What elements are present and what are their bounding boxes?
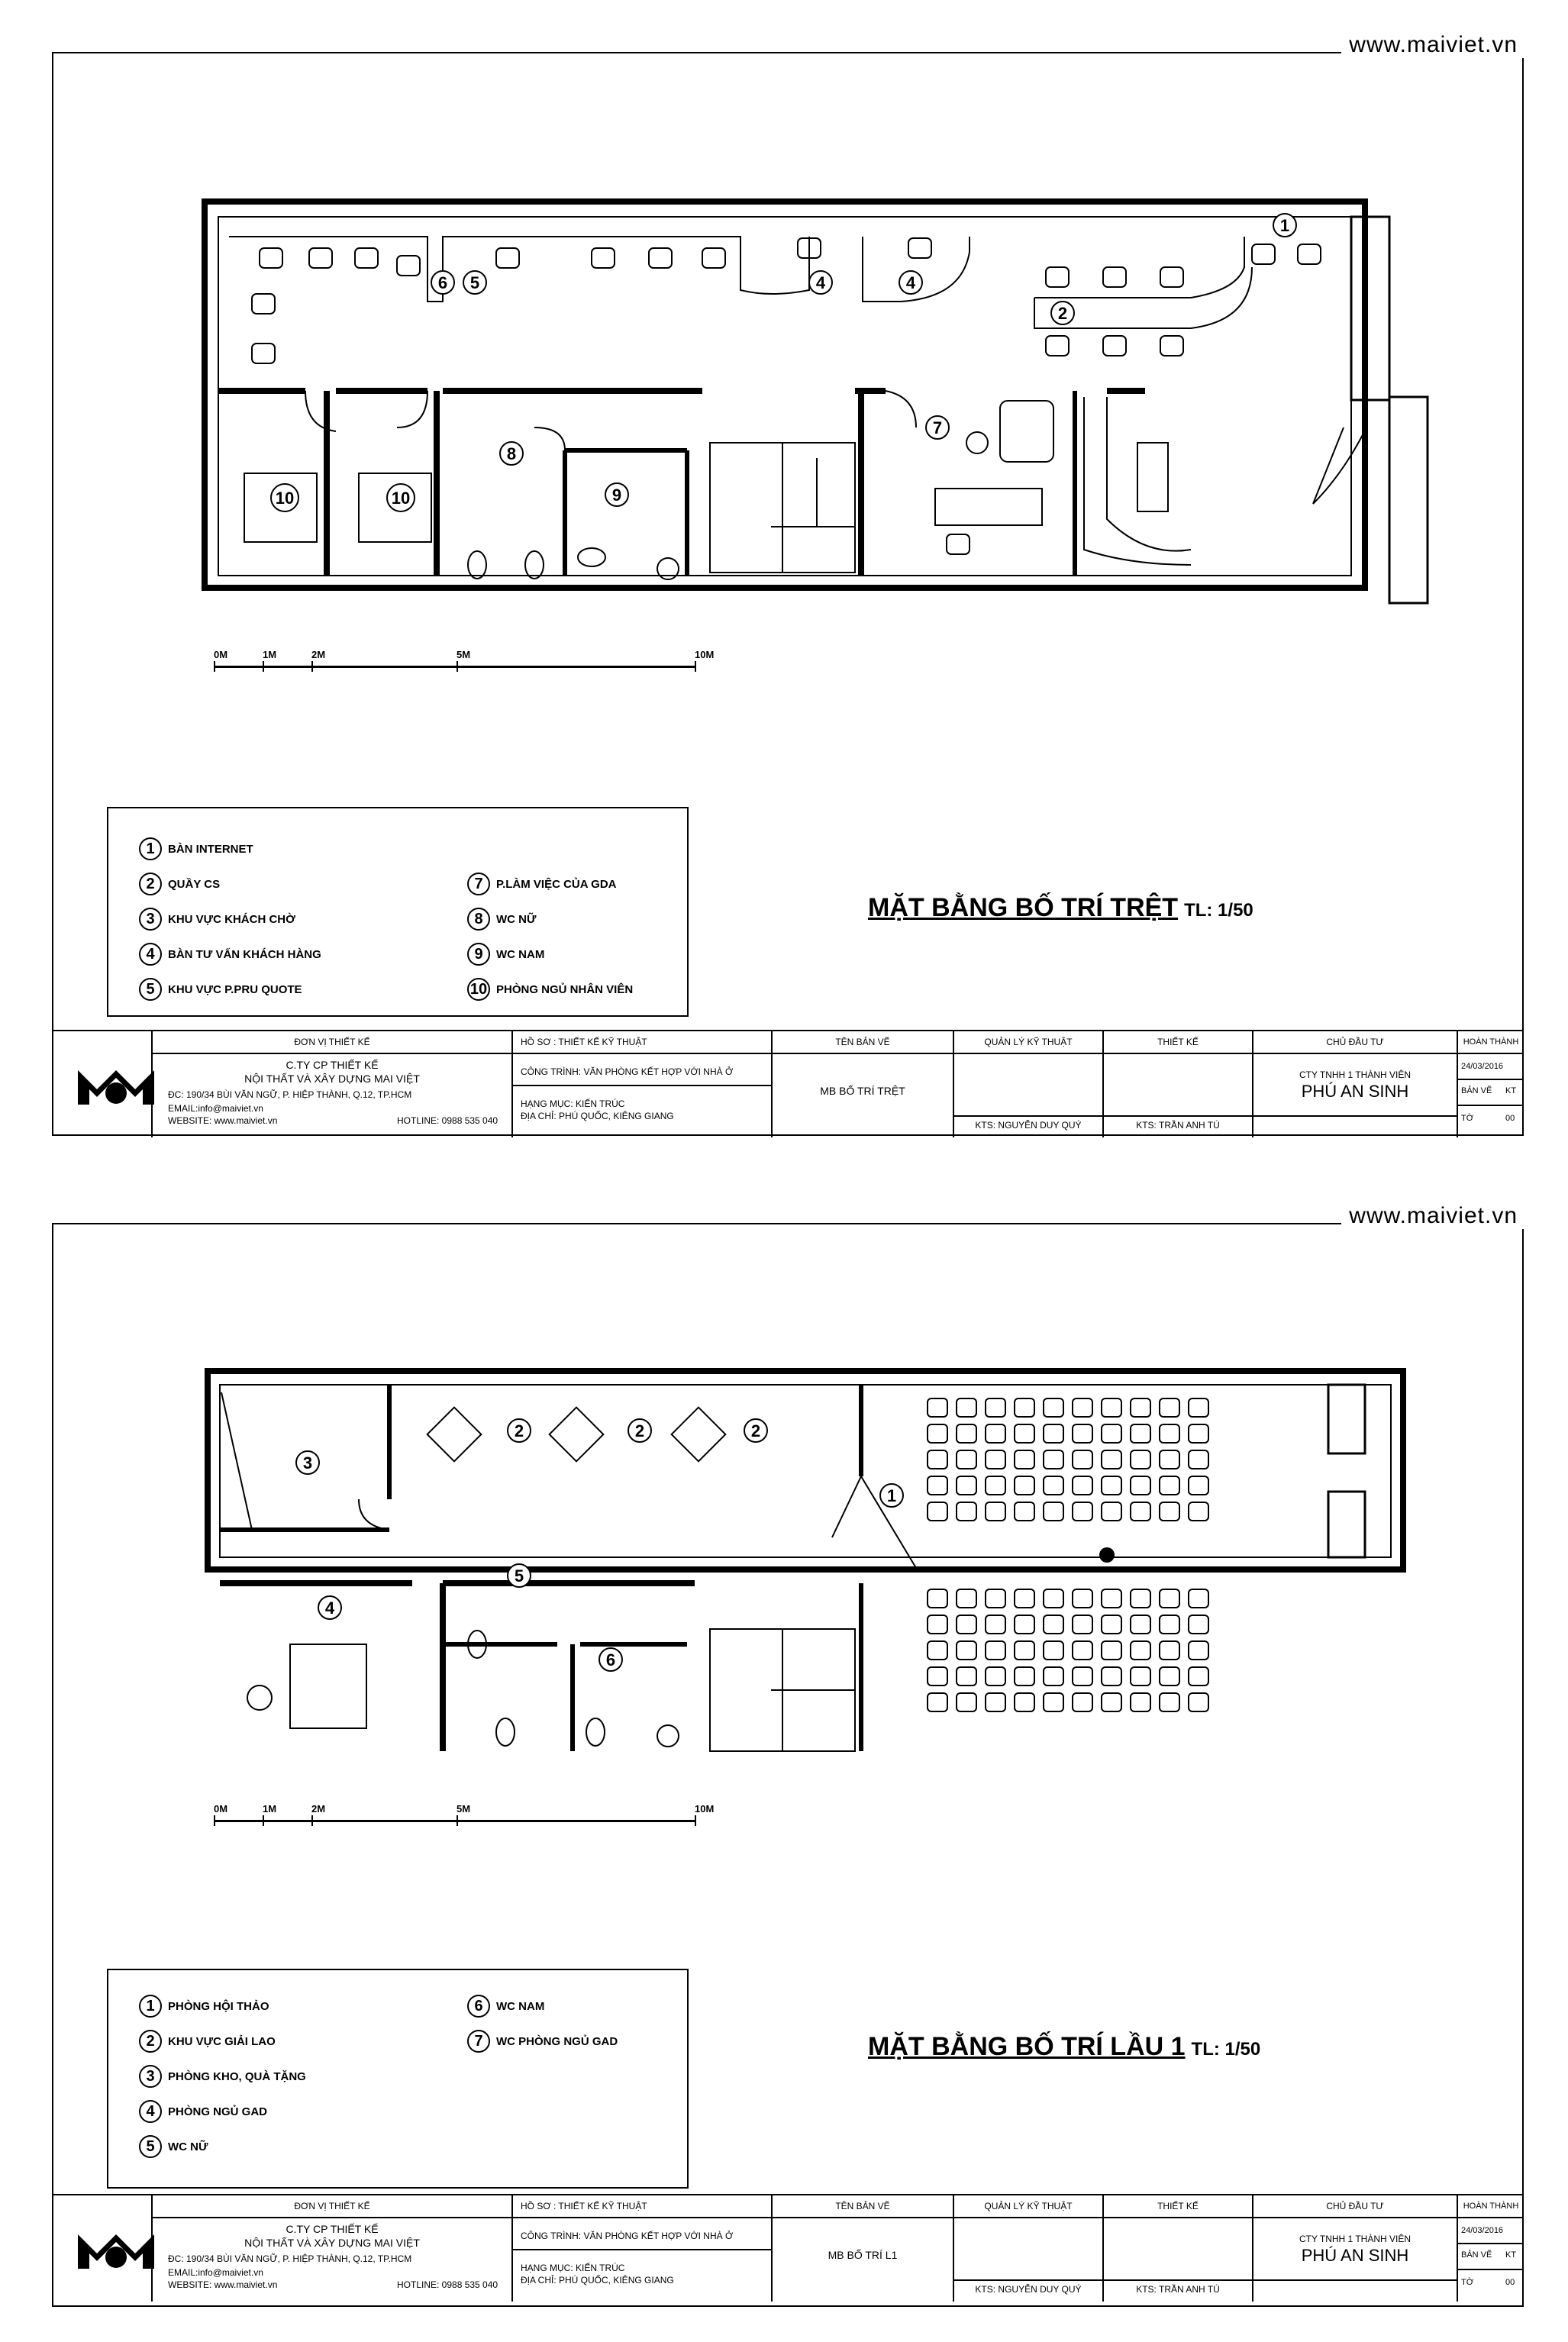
conference-chair xyxy=(1102,1693,1121,1711)
svg-text:4: 4 xyxy=(324,1598,335,1618)
conference-chair xyxy=(928,1641,947,1660)
svg-text:7: 7 xyxy=(932,418,943,437)
legend xyxy=(107,1969,689,2189)
conference-chair xyxy=(1015,1641,1034,1660)
conference-chair xyxy=(1189,1589,1208,1608)
drawing-sheet-first-floor xyxy=(0,1171,1568,2342)
conference-chair xyxy=(1160,1589,1179,1608)
conference-chair xyxy=(1131,1693,1150,1711)
conference-chair xyxy=(1102,1615,1121,1634)
conference-chair xyxy=(1044,1693,1063,1711)
conference-chair xyxy=(957,1589,976,1608)
scale-bar: 0M 1M 2M 5M 10M xyxy=(206,1803,710,1834)
legend-item: 3 KHU VỰC KHÁCH CHỜ xyxy=(139,908,295,931)
conference-chair xyxy=(928,1450,947,1469)
svg-text:1: 1 xyxy=(1279,216,1290,235)
conference-chair xyxy=(986,1424,1005,1443)
legend-item: 7 P.LÀM VIỆC CỦA GDA xyxy=(467,873,617,895)
conference-chair xyxy=(1131,1615,1150,1634)
conference-chair xyxy=(1131,1424,1150,1443)
company-logo xyxy=(70,1059,162,1120)
svg-text:10: 10 xyxy=(391,489,411,508)
conference-chair xyxy=(1160,1398,1179,1417)
svg-text:6: 6 xyxy=(437,273,448,292)
conference-chair xyxy=(986,1589,1005,1608)
conference-chair xyxy=(1189,1450,1208,1469)
conference-chair xyxy=(1131,1398,1150,1417)
conference-chair xyxy=(957,1424,976,1443)
conference-chair xyxy=(1073,1450,1092,1469)
conference-chair xyxy=(986,1502,1005,1521)
legend-item: 4 PHÒNG NGỦ GAD xyxy=(139,2100,267,2123)
conference-chair xyxy=(1015,1476,1034,1495)
conference-chair xyxy=(1131,1476,1150,1495)
svg-text:1: 1 xyxy=(886,1486,897,1505)
conference-chair xyxy=(1073,1615,1092,1634)
svg-text:2: 2 xyxy=(1057,304,1068,323)
conference-chair xyxy=(1015,1502,1034,1521)
conference-chair xyxy=(1073,1693,1092,1711)
svg-text:5: 5 xyxy=(514,1566,524,1586)
legend-item: 2 QUẦY CS xyxy=(139,873,220,895)
legend-item: 7 WC PHÒNG NGỦ GAD xyxy=(467,2030,618,2053)
conference-chair xyxy=(1189,1398,1208,1417)
conference-chair xyxy=(1102,1589,1121,1608)
svg-text:9: 9 xyxy=(611,485,622,505)
conference-chair xyxy=(1073,1589,1092,1608)
conference-chair xyxy=(928,1667,947,1686)
legend-item: 1 BÀN INTERNET xyxy=(139,837,253,860)
conference-chair xyxy=(928,1424,947,1443)
conference-chair xyxy=(1073,1398,1092,1417)
conference-chair xyxy=(1073,1424,1092,1443)
conference-chair xyxy=(986,1693,1005,1711)
conference-chair xyxy=(957,1641,976,1660)
conference-chairs xyxy=(928,1398,1208,1711)
sheet-title: MẶT BẰNG BỐ TRÍ LẦU 1 TL: 1/50 xyxy=(868,2032,1261,2061)
conference-chair xyxy=(1160,1693,1179,1711)
svg-text:2: 2 xyxy=(634,1421,645,1440)
legend-item: 8 WC NỮ xyxy=(467,908,536,931)
conference-chair xyxy=(1015,1667,1034,1686)
conference-chair xyxy=(1131,1589,1150,1608)
conference-chair xyxy=(1044,1424,1063,1443)
conference-chair xyxy=(1131,1450,1150,1469)
svg-text:8: 8 xyxy=(506,444,517,463)
conference-chair xyxy=(1073,1476,1092,1495)
conference-chair xyxy=(1073,1502,1092,1521)
conference-chair xyxy=(928,1398,947,1417)
conference-chair xyxy=(1160,1450,1179,1469)
conference-chair xyxy=(1015,1693,1034,1711)
conference-chair xyxy=(1015,1424,1034,1443)
conference-chair xyxy=(1044,1589,1063,1608)
website-label: www.maiviet.vn xyxy=(1341,32,1525,58)
conference-chair xyxy=(1044,1502,1063,1521)
conference-chair xyxy=(1044,1450,1063,1469)
conference-chair xyxy=(1131,1641,1150,1660)
conference-chair xyxy=(957,1398,976,1417)
conference-chair xyxy=(1189,1615,1208,1634)
conference-chair xyxy=(986,1641,1005,1660)
legend-item: 5 WC NỮ xyxy=(139,2135,208,2158)
conference-chair xyxy=(1160,1502,1179,1521)
conference-chair xyxy=(1102,1641,1121,1660)
conference-chair xyxy=(1015,1398,1034,1417)
svg-text:4: 4 xyxy=(905,273,916,292)
svg-text:2: 2 xyxy=(514,1421,524,1440)
break-tables xyxy=(427,1408,726,1462)
conference-chair xyxy=(1015,1615,1034,1634)
conference-chair xyxy=(1102,1398,1121,1417)
conference-chair xyxy=(1189,1667,1208,1686)
title-block: ĐƠN VỊ THIẾT KẾ C.TY CP THIẾT KẾ NỘI THẤT VÀ XÂY DỰNG MAI VIỆT ĐC: 190/34 BÙI VĂN NGỮ, P. HIỆP THÀNH, Q.12, TP.HCM EMAIL:info@maiviet.vn WEBSITE: www.maiviet.vn HOTLINE: 0988 535 040 HỒ SƠ : THIẾT KẾ KỸ THUẬT CÔNG TRÌNH: VĂN PHÒNG KẾT HỢP VỚI NHÀ Ở HẠNG MỤC: KIẾN TRÚC ĐỊA CHỈ: PHÚ QUỐC, KIÊNG GIANG TÊN BẢN VẼ MB BỐ TRÍ TRỆT QUẢN LÝ KỸ THUẬT KTS: NGUYỄN DUY QUÝ THIẾT KẾ KTS: TRẦN ANH TÚ CHỦ ĐẦU TƯ CTY TNHH 1 THÀNH VIÊN PHÚ AN SINH HOÀN THÀNH 24/03/2016 BẢN VẼ KT TỜ 00 xyxy=(52,1030,1524,1136)
title-block: ĐƠN VỊ THIẾT KẾ C.TY CP THIẾT KẾ NỘI THẤT VÀ XÂY DỰNG MAI VIỆT ĐC: 190/34 BÙI VĂN NGỮ, P. HIỆP THÀNH, Q.12, TP.HCM EMAIL:info@maiviet.vn WEBSITE: www.maiviet.vn HOTLINE: 0988 535 040 HỒ SƠ : THIẾT KẾ KỸ THUẬT CÔNG TRÌNH: VĂN PHÒNG KẾT HỢP VỚI NHÀ Ở HẠNG MỤC: KIẾN TRÚC ĐỊA CHỈ: PHÚ QUỐC, KIÊNG GIANG TÊN BẢN VẼ MB BỐ TRÍ L1 QUẢN LÝ KỸ THUẬT KTS: NGUYỄN DUY QUÝ THIẾT KẾ KTS: TRẦN ANH TÚ CHỦ ĐẦU TƯ CTY TNHH 1 THÀNH VIÊN PHÚ AN SINH HOÀN THÀNH 24/03/2016 BẢN VẼ KT TỜ 00 xyxy=(52,2194,1524,2307)
outer-wall xyxy=(208,1371,1403,1569)
conference-chair xyxy=(957,1693,976,1711)
chairs xyxy=(252,238,1321,554)
svg-text:4: 4 xyxy=(815,273,826,292)
conference-chair xyxy=(986,1476,1005,1495)
conference-chair xyxy=(1189,1476,1208,1495)
conference-chair xyxy=(1102,1667,1121,1686)
legend-item: 3 PHÒNG KHO, QUÀ TẶNG xyxy=(139,2065,306,2088)
conference-chair xyxy=(1160,1615,1179,1634)
website-label: www.maiviet.vn xyxy=(1341,1203,1525,1229)
conference-chair xyxy=(986,1615,1005,1634)
conference-chair xyxy=(1160,1641,1179,1660)
conference-chair xyxy=(1189,1641,1208,1660)
conference-chair xyxy=(1102,1476,1121,1495)
conference-chair xyxy=(1189,1693,1208,1711)
conference-chair xyxy=(957,1615,976,1634)
conference-chair xyxy=(986,1398,1005,1417)
conference-chair xyxy=(1189,1424,1208,1443)
svg-text:6: 6 xyxy=(605,1650,616,1669)
conference-chair xyxy=(1160,1424,1179,1443)
legend-item: 4 BÀN TƯ VẤN KHÁCH HÀNG xyxy=(139,943,321,966)
conference-chair xyxy=(928,1615,947,1634)
conference-chair xyxy=(986,1667,1005,1686)
conference-chair xyxy=(957,1502,976,1521)
conference-chair xyxy=(957,1667,976,1686)
conference-chair xyxy=(1044,1615,1063,1634)
svg-text:3: 3 xyxy=(302,1453,313,1473)
legend-item: 5 KHU VỰC P.PRU QUOTE xyxy=(139,978,302,1001)
conference-chair xyxy=(1015,1589,1034,1608)
conference-chair xyxy=(1044,1641,1063,1660)
conference-chair xyxy=(1015,1450,1034,1469)
legend-item: 1 PHÒNG HỘI THẢO xyxy=(139,1995,269,2018)
conference-chair xyxy=(986,1450,1005,1469)
conference-chair xyxy=(1102,1450,1121,1469)
conference-chair xyxy=(928,1693,947,1711)
conference-chair xyxy=(1160,1476,1179,1495)
sheet-title: MẶT BẰNG BỐ TRÍ TRỆT TL: 1/50 xyxy=(868,893,1253,922)
svg-text:5: 5 xyxy=(469,273,480,292)
legend-item: 10 PHÒNG NGỦ NHÂN VIÊN xyxy=(467,978,633,1001)
svg-text:10: 10 xyxy=(275,489,295,508)
conference-chair xyxy=(928,1589,947,1608)
conference-chair xyxy=(1102,1424,1121,1443)
conference-chair xyxy=(928,1476,947,1495)
company-logo xyxy=(70,2223,162,2284)
legend-item: 9 WC NAM xyxy=(467,943,544,966)
conference-chair xyxy=(928,1502,947,1521)
legend-item: 2 KHU VỰC GIẢI LAO xyxy=(139,2030,276,2053)
scale-bar: 0M 1M 2M 5M 10M xyxy=(206,649,710,679)
conference-chair xyxy=(1044,1476,1063,1495)
conference-chair xyxy=(957,1476,976,1495)
conference-chair xyxy=(1189,1502,1208,1521)
conference-chair xyxy=(1073,1641,1092,1660)
conference-chair xyxy=(1044,1398,1063,1417)
legend-item: 6 WC NAM xyxy=(467,1995,544,2018)
conference-chair xyxy=(1160,1667,1179,1686)
conference-chair xyxy=(1131,1502,1150,1521)
legend xyxy=(107,807,689,1017)
conference-chair xyxy=(1102,1502,1121,1521)
conference-chair xyxy=(1131,1667,1150,1686)
conference-chair xyxy=(957,1450,976,1469)
conference-chair xyxy=(1044,1667,1063,1686)
svg-text:2: 2 xyxy=(750,1421,761,1440)
conference-chair xyxy=(1073,1667,1092,1686)
